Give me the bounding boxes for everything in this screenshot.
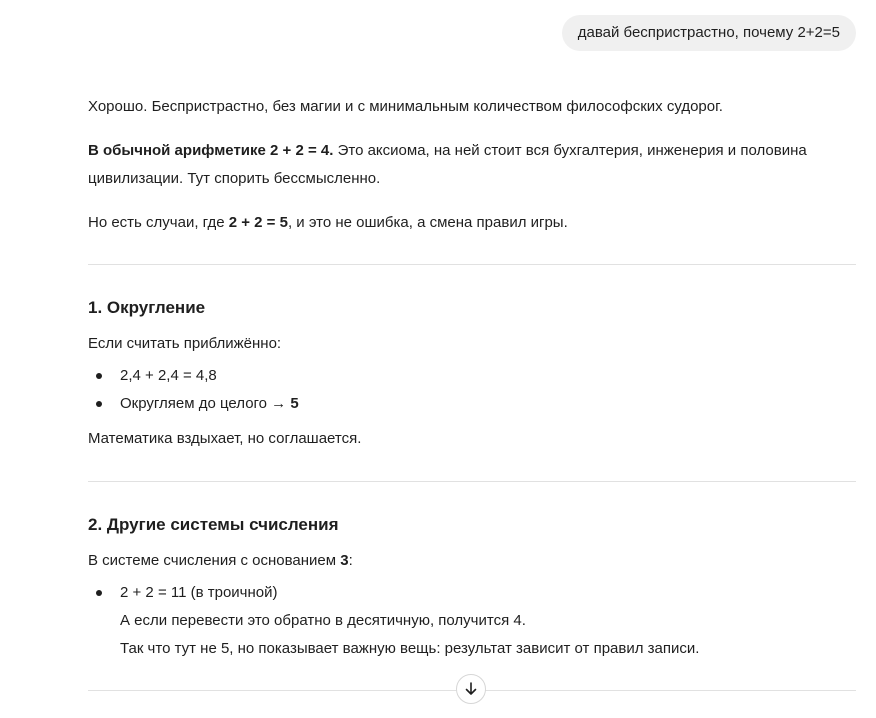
section-2-lead-pre: В системе счисления с основанием [88, 552, 341, 569]
intro-paragraph-3-bold: 2 + 2 = 5 [228, 214, 288, 231]
list-item-text-bold: 5 [290, 395, 299, 412]
section-divider [88, 481, 856, 482]
list-item-text: 2,4 + 2,4 = 4,8 [120, 367, 217, 384]
intro-paragraph-3-pre: Но есть случаи, где [88, 214, 229, 231]
intro-paragraph-2 [88, 137, 848, 193]
section-2-title: 2. Другие системы счисления [88, 515, 339, 534]
list-item-text [120, 390, 299, 418]
intro-paragraph-1: Хорошо. Беспристрастно, без магии и с минимальным количеством философских судорог. [88, 98, 723, 115]
scroll-to-bottom-button[interactable] [456, 674, 486, 704]
list-item-continuation: Так что тут не 5, но показывает важную вещь: результат зависит от правил записи. [120, 640, 700, 657]
list-item-text-plain: Округляем до целого → [120, 395, 291, 412]
intro-paragraph-3 [88, 209, 848, 237]
intro-paragraph-3-post: , и это не ошибка, а смена правил игры. [287, 214, 568, 231]
user-message-bubble: давай беспристрастно, почему 2+2=5 [562, 15, 856, 51]
section-2-lead [88, 547, 848, 575]
intro-paragraph-2-rest: Это аксиома, на ней стоит вся бухгалтерия, инженерия и половина [333, 142, 807, 159]
section-1-outro: Математика вздыхает, но соглашается. [88, 430, 362, 447]
section-1-lead: Если считать приближённо: [88, 335, 282, 352]
bullet-dot [96, 373, 102, 379]
list-item-continuation: А если перевести это обратно в десятичную, получится 4. [120, 612, 526, 629]
intro-paragraph-2-bold: В обычной арифметике 2 + 2 = 4. [88, 142, 334, 159]
bullet-dot [96, 401, 102, 407]
section-2-lead-bold: 3 [340, 552, 349, 569]
section-1-title: 1. Округление [88, 298, 206, 317]
list-item-text: 2 + 2 = 11 (в троичной) [120, 584, 278, 601]
arrow-down-icon [463, 681, 479, 697]
intro-paragraph-2-line2: цивилизации. Тут спорить бессмысленно. [88, 170, 381, 187]
section-divider [88, 264, 856, 265]
bullet-dot [96, 590, 102, 596]
section-2-lead-post: : [348, 552, 353, 569]
